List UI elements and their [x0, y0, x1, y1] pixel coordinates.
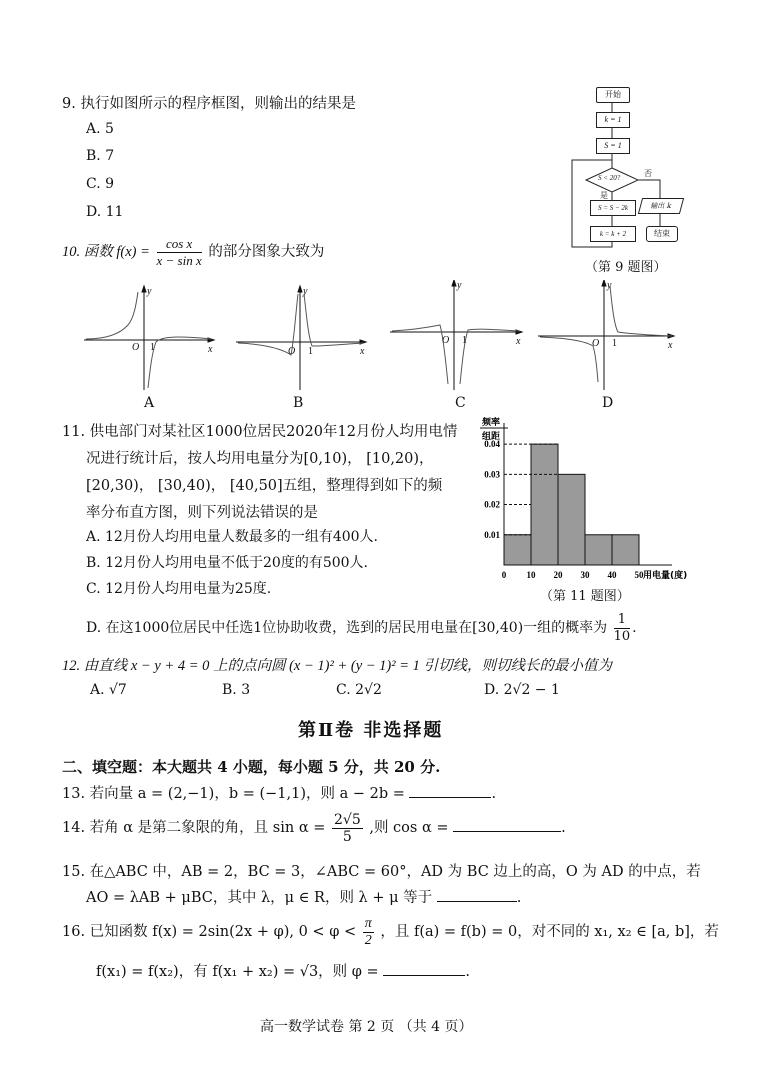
svg-text:x: x	[668, 340, 673, 351]
flowchart-init-s: S = 1	[596, 138, 630, 154]
q9-stem: 9. 执行如图所示的程序框图，则输出的结果是	[62, 96, 356, 112]
histogram-xtick-4: 40	[607, 570, 617, 580]
q14-end: .	[561, 820, 566, 836]
histogram-xtick-2: 20	[553, 570, 563, 580]
q12-stem: 12. 由直线 x − y + 4 = 0 上的点向圆 (x − 1)² + (y − 1)² = 1 引切线，则切线长的最小值为	[62, 658, 612, 674]
histogram-ytick-1: 0.02	[484, 499, 500, 510]
q15-line2-wrap	[86, 886, 521, 907]
q16-line1-pre: 16. 已知函数 f(x) = 2sin(2x + φ), 0 < φ <	[62, 924, 357, 940]
q11-line4: 率分布直方图，则下列说法错误的是	[86, 505, 318, 521]
svg-text:1: 1	[462, 335, 467, 346]
q14-num: 2√5	[333, 811, 361, 828]
q10-stem	[62, 234, 324, 270]
q16-frac-den: 2	[364, 932, 372, 948]
q14	[62, 808, 566, 848]
svg-text:1: 1	[612, 338, 617, 349]
histogram-bar-2	[558, 474, 585, 565]
q13-answer-blank[interactable]	[409, 783, 491, 798]
q12-option-c: C. 2√2	[336, 682, 382, 698]
q11-line3: [20,30)， [30,40)， [40,50]五组，整理得到如下的频	[86, 478, 443, 494]
q10-frac-num: cos x	[157, 236, 202, 253]
histogram-ytick-3: 0.04	[484, 439, 500, 450]
q13-text: 13. 若向量 a = (2,−1)，b = (−1,1)，则 a − 2b =	[62, 786, 405, 802]
svg-text:O: O	[442, 335, 450, 346]
q11-option-d-den: 10	[613, 628, 631, 644]
svg-text:y: y	[303, 286, 308, 297]
histogram-bar-3	[585, 535, 612, 565]
page-footer: 高一数学试卷 第 2 页 （共 4 页）	[260, 1019, 473, 1035]
part2-section-header: 二、填空题：本大题共 4 小题，每小题 5 分，共 20 分.	[62, 758, 441, 776]
histogram-bar-4	[612, 535, 639, 565]
histogram-bar-0	[504, 535, 531, 565]
histogram-xtick-3: 30	[580, 570, 590, 580]
graph-label-a: A	[144, 395, 155, 411]
q10-graphs	[0, 280, 760, 420]
graph-label-d: D	[602, 395, 614, 411]
flowchart-end: 结束	[646, 226, 678, 242]
graph-label-c: C	[455, 395, 466, 411]
q11-option-d-end: .	[632, 620, 637, 636]
q15-line1: 15. 在△ABC 中，AB = 2，BC = 3，∠ABC = 60°，AD 为 BC 边上的高，O 为 AD 的中点，若	[62, 864, 701, 880]
q11-line1: 11. 供电部门对某社区1000位居民2020年12月份人均用电情	[62, 424, 458, 440]
flowchart-init-k: k = 1	[596, 112, 630, 128]
q9-option-d: D. 11	[86, 204, 124, 220]
q15-end: .	[516, 890, 522, 906]
flowchart-no: 否	[644, 169, 652, 178]
flowchart-start: 开始	[596, 87, 630, 103]
q10-stem-post: 的部分图象大致为	[208, 244, 325, 260]
flowchart-output: 输出 k	[638, 198, 684, 214]
q16-line1-post: ，且 f(a) = f(b) = 0，对不同的 x₁, x₂ ∈ [a, b]，若	[380, 924, 719, 940]
q11-option-b: B. 12月份人均用电量不低于20度的有500人.	[86, 555, 368, 571]
q16-frac-num: π	[364, 915, 372, 931]
flowchart-condition: S < 20?	[598, 174, 621, 182]
q11-caption: （第 11 题图）	[540, 589, 630, 604]
q11-line2: 况进行统计后，按人均用电量分为[0,10)， [10,20)，	[86, 451, 434, 467]
histogram-ylabel-bottom: 组距	[482, 432, 501, 442]
svg-text:x: x	[208, 344, 213, 355]
q14-den: 5	[342, 828, 352, 845]
svg-text:y: y	[147, 286, 152, 297]
flowchart-update-s: S = S − 2k	[590, 200, 636, 216]
q13-end: .	[491, 786, 497, 802]
graph-b	[236, 286, 366, 390]
q11-option-d-text: D. 在这1000位居民中任选1位协助收费，选到的居民用电量在[30,40)一组的概率为	[86, 620, 608, 636]
svg-text:O: O	[592, 338, 600, 349]
part2-title: 第Ⅱ卷 非选择题	[298, 720, 444, 741]
flowchart-update-k: k = k + 2	[590, 226, 636, 242]
q10-stem-pre: 10. 函数 f(x) =	[62, 244, 150, 260]
q13	[62, 782, 496, 803]
q16-line2: f(x₁) = f(x₂)，有 f(x₁ + x₂) = √3，则 φ =	[96, 964, 379, 980]
histogram-ytick-2: 0.03	[484, 469, 500, 480]
histogram-bar-1	[531, 444, 558, 565]
svg-text:x: x	[516, 336, 521, 347]
q16-answer-blank[interactable]	[383, 961, 465, 976]
q16-line2-wrap	[96, 960, 470, 981]
histogram-xlabel: 用电量(度)	[643, 571, 688, 581]
svg-text:O: O	[132, 342, 140, 353]
q15-line2: AO = λAB + μBC，其中 λ，μ ∈ R，则 λ + μ 等于	[86, 890, 433, 906]
q9-option-c: C. 9	[86, 176, 115, 192]
svg-text:x: x	[360, 346, 365, 357]
svg-text:1: 1	[150, 342, 155, 353]
histogram-xtick-0: 0	[501, 570, 507, 580]
q16-end: .	[465, 964, 470, 980]
histogram-ytick-0: 0.01	[484, 529, 500, 540]
svg-text:y: y	[607, 280, 612, 291]
q9-caption: （第 9 题图）	[585, 260, 667, 275]
q11-histogram	[470, 415, 710, 585]
svg-text:y: y	[457, 280, 462, 291]
q9-option-b: B. 7	[86, 148, 115, 164]
q9-flowchart	[560, 80, 700, 255]
q15-answer-blank[interactable]	[437, 887, 517, 902]
q14-post: ,则 cos α =	[369, 820, 449, 836]
q14-answer-blank[interactable]	[453, 817, 561, 832]
svg-text:O: O	[288, 346, 296, 357]
graph-label-b: B	[293, 395, 304, 411]
histogram-ylabel-top: 频率	[482, 418, 501, 428]
svg-text:1: 1	[308, 346, 313, 357]
q16-line1	[62, 912, 719, 952]
q12-option-b: B. 3	[222, 682, 251, 698]
q11-option-d-num: 1	[614, 612, 631, 629]
graph-d	[538, 280, 674, 390]
q11-option-a: A. 12月份人均用电量人数最多的一组有400人.	[86, 529, 378, 545]
q10-frac-den: x − sin x	[156, 252, 202, 268]
graph-a	[84, 286, 214, 390]
histogram-xtick-5: 50	[634, 570, 644, 580]
q9-option-a: A. 5	[86, 121, 114, 137]
flowchart-yes: 是	[600, 191, 608, 200]
q11-option-d	[86, 610, 637, 646]
q11-option-c: C. 12月份人均用电量为25度.	[86, 581, 272, 597]
graph-c	[390, 280, 522, 390]
q12-option-a: A. √7	[90, 682, 127, 698]
histogram-xtick-1: 10	[526, 570, 536, 580]
q12-option-d: D. 2√2 − 1	[484, 682, 560, 698]
q14-pre: 14. 若角 α 是第二象限的角，且 sin α =	[62, 820, 326, 836]
